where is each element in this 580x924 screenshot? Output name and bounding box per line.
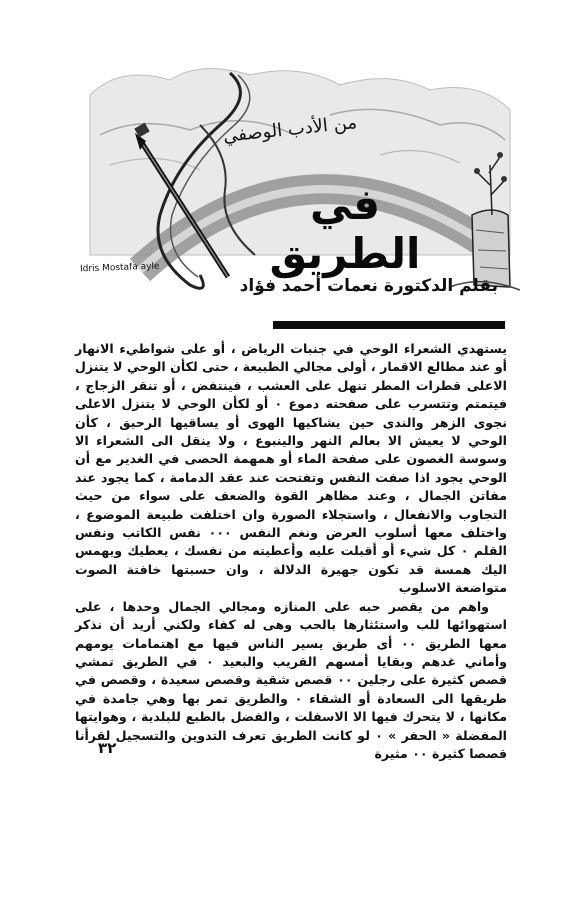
paragraph-1: يستهدي الشعراء الوحي في جنبات الرياض ، أو على شواطيء الانهار أو عند مطالع الاقمار ، أولى مجالي الطبيعة ، حتى لكأن الوحي لا يتنزل الاعلى قطرات المطر تنهل على العشب ، فينتفض ، أو تنقر الزجاج ، فيتمتم وتتسرب على صفحته دموع ٠ أو لكأن الوحي لا يتنزل الاعلى نجوى الزهر والندى حين يشاكيها الهوى أو يساقيها الرحيق ، كأن الوحي لا يعيش الا بعالم النهر والينبوع ، ولا ينقل الى الشعراء الا وسوسة الغصون على صفحة الماء أو همهمة الحصى في الغدير مع أن الوحي يجود اذا صفت النفس وتفتحت عند عقد الدمامة ، كما يجود عند مفاتن الجمال ، وعند مظاهر القوة والضعف على سواء من حيث التجاوب والانفعال ، واستجلاء الصورة وان اختلفت طبيعة الموضوع ، واختلف معها أسلوب العرض ونغم النفس ٠٠٠ نفس الكاتب ونفس القلم ٠ كل شيء أو أقبلت عليه وأعطيته من نفسك ، يعطيك ويهمس اليك همسة قد تكون جهيرة الدلالة ، وان حسبتها خافتة الصوت متواضعة الاسلوب bbox=[75, 341, 508, 596]
header-illustration bbox=[80, 55, 520, 300]
article-kicker: من الأدب الوصفي bbox=[222, 112, 358, 147]
divider-rule bbox=[273, 321, 505, 329]
paragraph-2: واهم من يقصر حبه على المنازه ومجالي الجمال وحدها ، على استهوائها للب واستئثارها بالحب وهى له كفاء ولكني أريد أن نذكر معها الطريق ٠٠ أى طريق يسير الناس فيها مع اهتمامات يومهم وأماني غدهم وبقايا أمسهم القريب والبعيد ٠ في الطريق تمشي قصص كثيرة على رجلين ٠٠ قصص شقية وقصص سعيدة ، وقصص في طريقها الى السعادة أو الشقاء ٠ والطريق تمر بها وهي جامدة في مكانها ، لا يتحرك فيها الا الاسفلت ، والفضل بالطبع للبلدية ، وهوايتها المفضلة « الحفر » ٠ لو كانت الطريق تعرف التدوين والتسجيل لقرأنا قصصا كثيرة ٠٠ مثيرة bbox=[75, 598, 507, 761]
article-title: في الطريق bbox=[269, 180, 421, 278]
author-byline: بقلم الدكتورة نعمات أحمد فؤاد bbox=[239, 276, 498, 296]
article-body bbox=[75, 340, 507, 763]
page-number: ٣٢ bbox=[98, 739, 117, 757]
artist-signature: Idris Mostafa ayle bbox=[79, 261, 160, 275]
